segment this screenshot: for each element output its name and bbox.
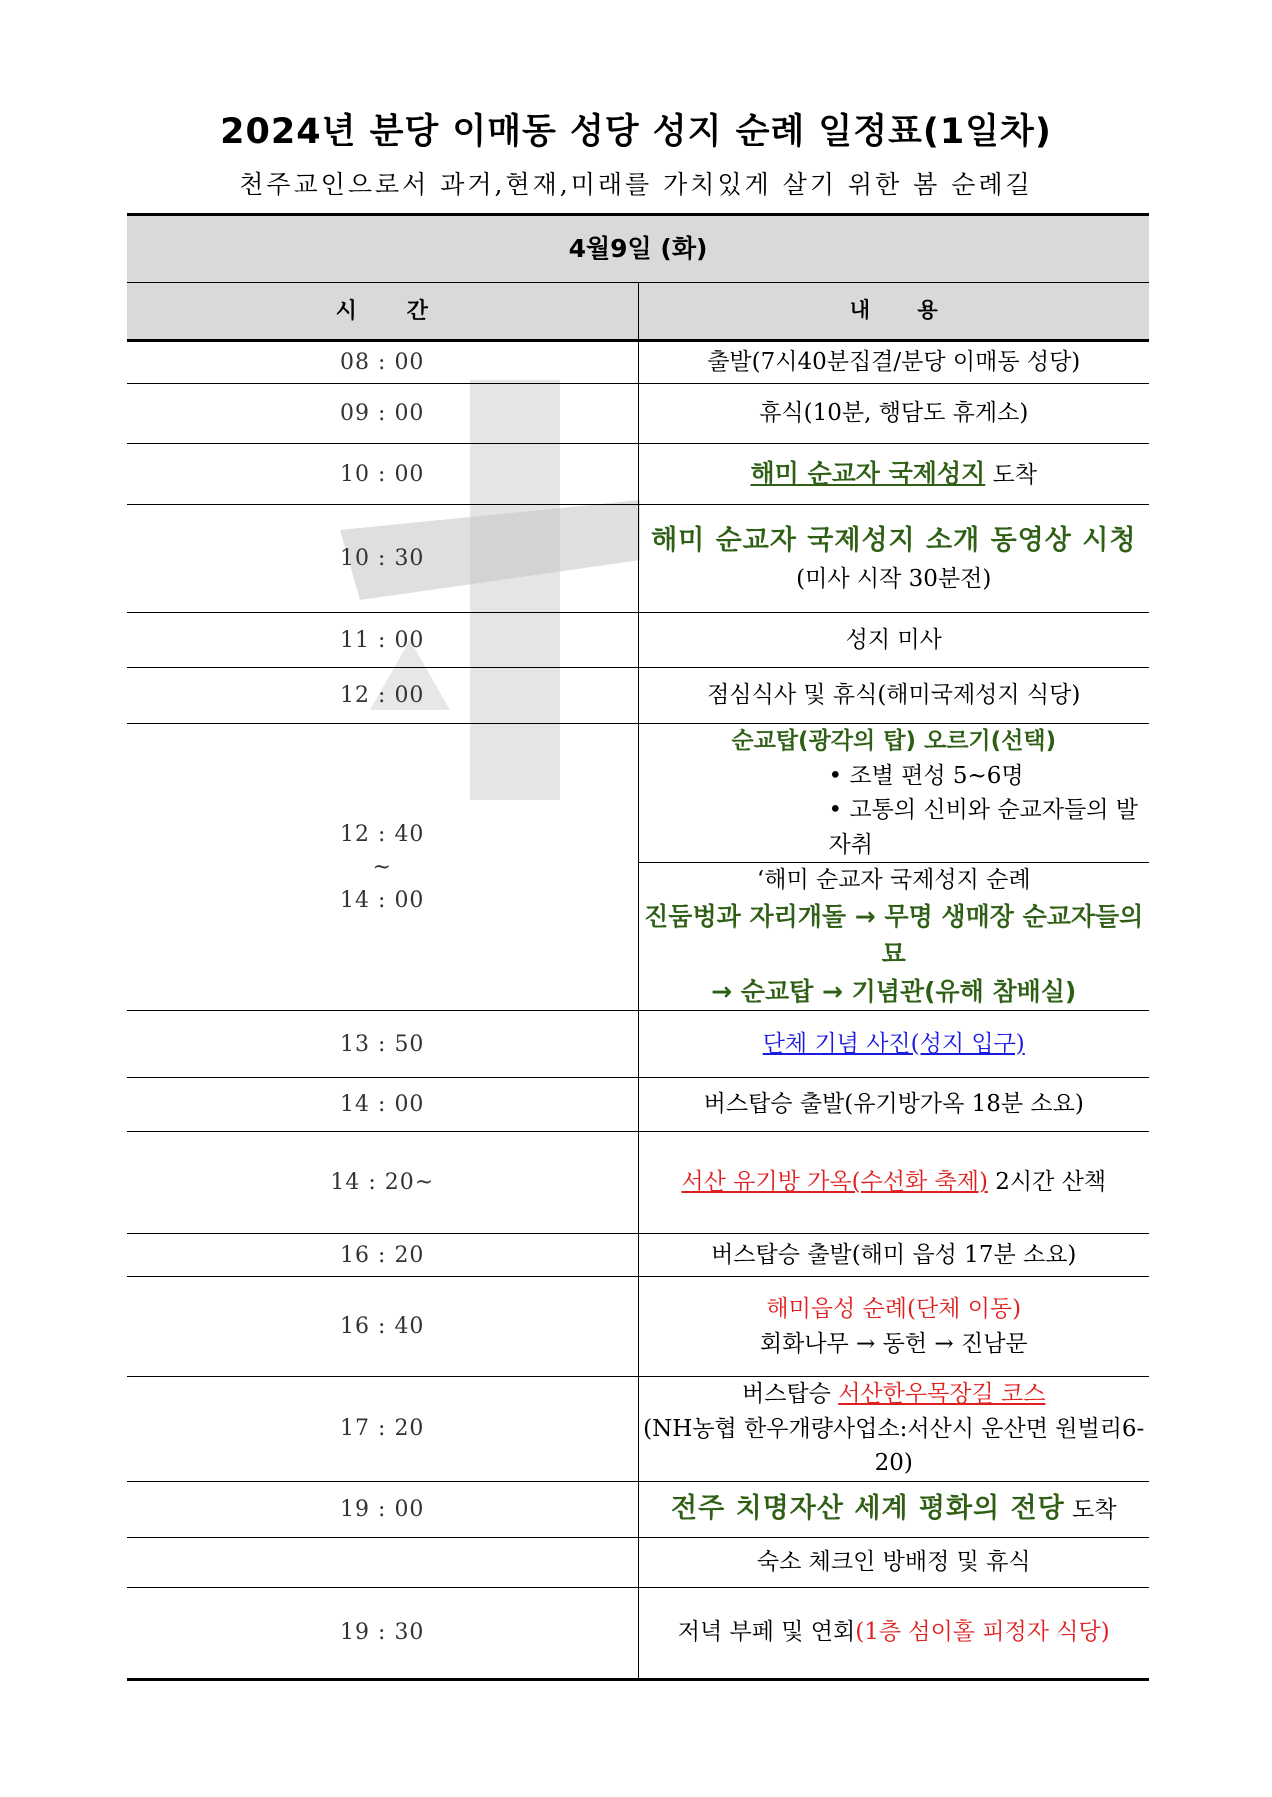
table-row bbox=[127, 1277, 1149, 1377]
content-cell bbox=[638, 1277, 1149, 1377]
content-cell bbox=[638, 1011, 1149, 1078]
yugibang-house-link[interactable]: 서산 유기방 가옥(수선화 축제) bbox=[681, 1169, 988, 1196]
mass-note: (미사 시작 30분전) bbox=[796, 565, 992, 592]
arrival-text: 도착 bbox=[985, 462, 1037, 489]
content-cell bbox=[638, 724, 1149, 863]
table-row bbox=[127, 1234, 1149, 1277]
schedule-table bbox=[127, 213, 1149, 1681]
fortress-route: 회화나무 → 동헌 → 진남문 bbox=[759, 1330, 1028, 1357]
page-subtitle: 천주교인으로서 과거,현재,미래를 가치있게 살기 위한 봄 순례길 bbox=[239, 170, 1033, 199]
walk-text: 2시간 산책 bbox=[987, 1169, 1107, 1196]
table-row bbox=[127, 1587, 1149, 1679]
time-cell: 14 : 00 bbox=[127, 1078, 638, 1132]
arrival-text: 도착 bbox=[1064, 1496, 1117, 1523]
haemi-fortress-text: 해미읍성 순례(단체 이동) bbox=[766, 1296, 1022, 1322]
table-row bbox=[127, 444, 1149, 505]
time-cell: 14 : 20~ bbox=[127, 1132, 638, 1234]
time-cell bbox=[127, 1537, 638, 1587]
table-row bbox=[127, 668, 1149, 724]
time-cell: 16 : 20 bbox=[127, 1234, 638, 1277]
pilgrimage-route-2: → 순교탑 → 기념관(유해 참배실) bbox=[711, 976, 1077, 1006]
time-column-header: 시 간 bbox=[127, 283, 638, 341]
pilgrimage-title: ‘해미 순교자 국제성지 순례 bbox=[756, 867, 1031, 893]
time-cell: 19 : 30 bbox=[127, 1587, 638, 1679]
time-cell: 10 : 30 bbox=[127, 505, 638, 613]
table-row bbox=[127, 613, 1149, 668]
table-row bbox=[127, 1132, 1149, 1234]
martyr-tower-text: 순교탑(광각의 탑) 오르기(선택) bbox=[731, 728, 1057, 754]
video-viewing-text: 해미 순교자 국제성지 소개 동영상 시청 bbox=[651, 525, 1137, 556]
content-cell: 숙소 체크인 방배정 및 휴식 bbox=[638, 1537, 1149, 1587]
content-cell bbox=[638, 863, 1149, 1011]
time-cell: 13 : 50 bbox=[127, 1011, 638, 1078]
pilgrimage-route-1: 진둠벙과 자리개돌 → 무명 생매장 순교자들의 묘 bbox=[644, 901, 1144, 968]
time-cell: 17 : 20 bbox=[127, 1377, 638, 1482]
haemi-shrine-link[interactable]: 해미 순교자 국제성지 bbox=[750, 459, 986, 489]
table-row bbox=[127, 724, 1149, 863]
date-header-row bbox=[127, 215, 1149, 283]
content-cell: 성지 미사 bbox=[638, 613, 1149, 668]
content-cell bbox=[638, 444, 1149, 505]
time-cell: 19 : 00 bbox=[127, 1481, 638, 1537]
bullet-list bbox=[639, 759, 1150, 863]
column-header-row bbox=[127, 283, 1149, 341]
date-header: 4월9일 (화) bbox=[127, 215, 1149, 283]
page-title: 2024년 분당 이매동 성당 성지 순례 일정표(1일차) bbox=[220, 112, 1052, 152]
table-row bbox=[127, 505, 1149, 613]
peace-hall-text: 전주 치명자산 세계 평화의 전당 bbox=[671, 1492, 1065, 1524]
time-cell: 12 : 00 bbox=[127, 668, 638, 724]
time-cell: 08 : 00 bbox=[127, 341, 638, 384]
table-row bbox=[127, 1481, 1149, 1537]
content-cell: 점심식사 및 휴식(해미국제성지 식당) bbox=[638, 668, 1149, 724]
content-cell bbox=[638, 1377, 1149, 1482]
table-row bbox=[127, 1537, 1149, 1587]
time-cell bbox=[127, 724, 638, 1011]
content-cell bbox=[638, 505, 1149, 613]
bus-text: 버스탑승 bbox=[742, 1381, 839, 1407]
address-text: (NH농협 한우개량사업소:서산시 운산면 원벌리6-20) bbox=[643, 1415, 1145, 1476]
time-cell: 09 : 00 bbox=[127, 384, 638, 444]
time-cell: 11 : 00 bbox=[127, 613, 638, 668]
content-column-header: 내 용 bbox=[638, 283, 1149, 341]
content-cell: 버스탑승 출발(해미 읍성 17분 소요) bbox=[638, 1234, 1149, 1277]
time-tilde: ~ bbox=[372, 854, 392, 880]
bullet-item: • 조별 편성 5~6명 bbox=[829, 759, 1150, 794]
content-cell bbox=[638, 1587, 1149, 1679]
table-row bbox=[127, 1011, 1149, 1078]
course-line bbox=[639, 1377, 1150, 1412]
group-photo-link[interactable]: 단체 기념 사진(성지 입구) bbox=[762, 1030, 1025, 1057]
dinner-venue: (1층 섬이홀 피정자 식당) bbox=[855, 1619, 1110, 1646]
content-cell: 출발(7시40분집결/분당 이매동 성당) bbox=[638, 341, 1149, 384]
table-row bbox=[127, 1078, 1149, 1132]
table-row bbox=[127, 384, 1149, 444]
time-start: 12 : 40 bbox=[340, 821, 425, 847]
table-row bbox=[127, 341, 1149, 384]
dinner-text: 저녁 부페 및 연회 bbox=[677, 1619, 856, 1646]
time-cell: 16 : 40 bbox=[127, 1277, 638, 1377]
bullet-item: • 고통의 신비와 순교자들의 발자취 bbox=[829, 793, 1150, 862]
content-cell: 휴식(10분, 행담도 휴게소) bbox=[638, 384, 1149, 444]
time-cell: 10 : 00 bbox=[127, 444, 638, 505]
content-cell bbox=[638, 1132, 1149, 1234]
time-end: 14 : 00 bbox=[340, 887, 425, 913]
hanwoo-course-link[interactable]: 서산한우목장길 코스 bbox=[838, 1381, 1046, 1407]
content-cell: 버스탑승 출발(유기방가옥 18분 소요) bbox=[638, 1078, 1149, 1132]
content-cell bbox=[638, 1481, 1149, 1537]
table-row bbox=[127, 1377, 1149, 1482]
